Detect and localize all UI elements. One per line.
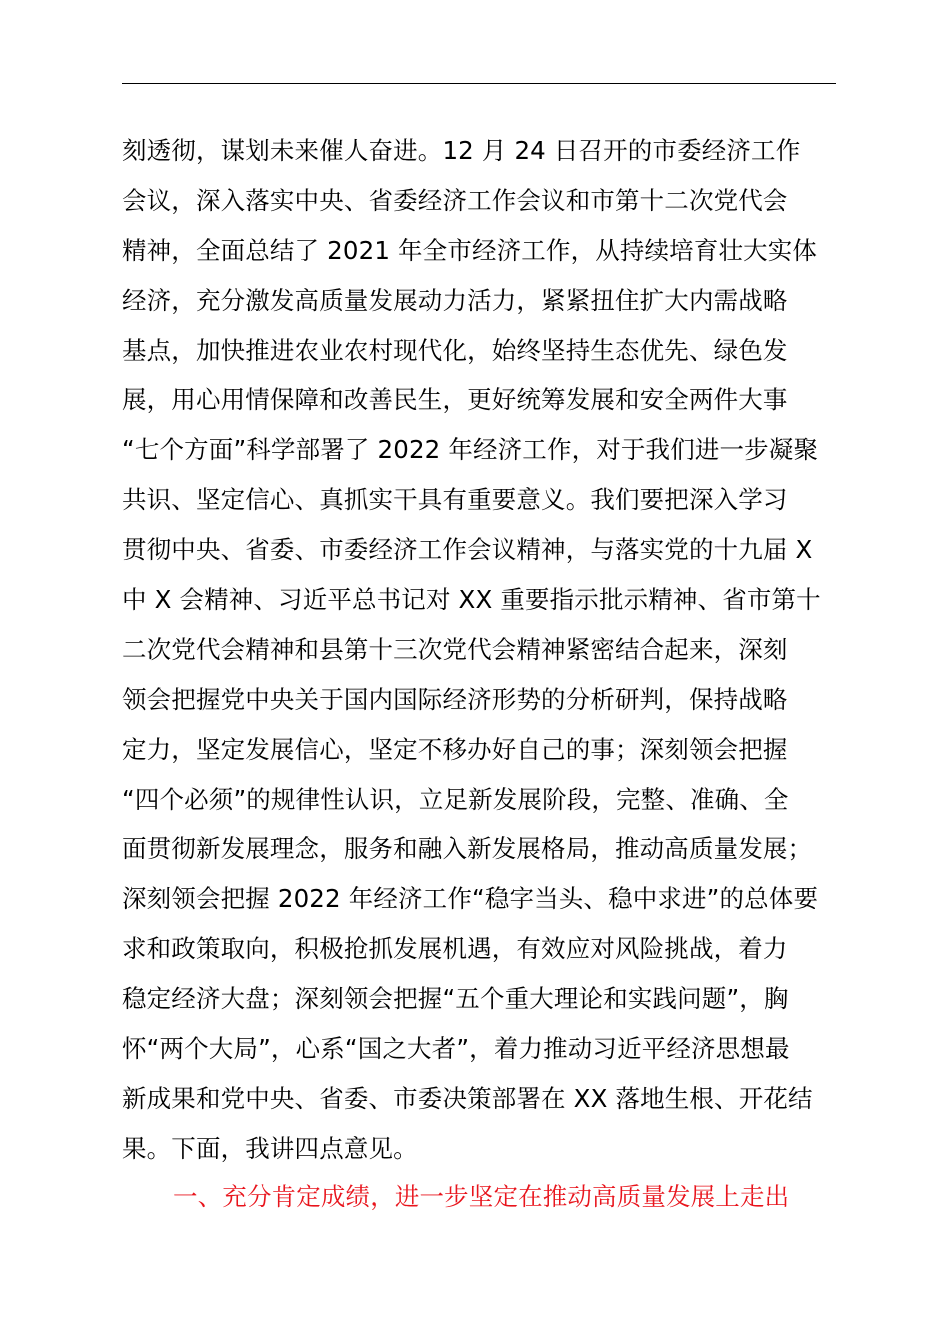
paragraph-line: “四个必须”的规律性认识，立足新发展阶段，完整、准确、全 bbox=[122, 784, 789, 814]
paragraph-line: 领会把握党中央关于国内国际经济形势的分析研判，保持战略 bbox=[122, 684, 788, 714]
paragraph-line: 刻透彻，谋划未来催人奋进。12 月 24 日召开的市委经济工作 bbox=[122, 136, 801, 165]
paragraph-line: 基点，加快推进农业农村现代化，始终坚持生态优先、绿色发 bbox=[122, 335, 788, 365]
paragraph-line: 共识、坚定信心、真抓实干具有重要意义。我们要把深入学习 bbox=[122, 485, 788, 515]
paragraph-line: 中 X 会精神、习近平总书记对 XX 重要指示批示精神、省市第十 bbox=[122, 585, 821, 615]
paragraph-line: 经济，充分激发高质量发展动力活力，紧紧扭住扩大内需战略 bbox=[122, 285, 788, 315]
section-heading: 一、充分肯定成绩，进一步坚定在推动高质量发展上走出 bbox=[173, 1182, 790, 1211]
paragraph-line: 二次党代会精神和县第十三次党代会精神紧密结合起来，深刻 bbox=[122, 634, 788, 664]
paragraph-line: 深刻领会把握 2022 年经济工作“稳字当头、稳中求进”的总体要 bbox=[122, 884, 819, 914]
paragraph-line: 稳定经济大盘；深刻领会把握“五个重大理论和实践问题”，胸 bbox=[122, 984, 789, 1014]
paragraph-line: “七个方面”科学部署了 2022 年经济工作，对于我们进一步凝聚 bbox=[122, 435, 819, 465]
paragraph-line: 定力，坚定发展信心，坚定不移办好自己的事；深刻领会把握 bbox=[122, 734, 788, 764]
paragraph-line: 会议，深入落实中央、省委经济工作会议和市第十二次党代会 bbox=[122, 185, 788, 215]
paragraph-line: 展，用心用情保障和改善民生，更好统筹发展和安全两件大事 bbox=[122, 385, 788, 415]
paragraph-line: 求和政策取向，积极抢抓发展机遇，有效应对风险挑战，着力 bbox=[122, 934, 788, 964]
paragraph-line: 新成果和党中央、省委、市委决策部署在 XX 落地生根、开花结 bbox=[122, 1083, 813, 1113]
paragraph-line: 贯彻中央、省委、市委经济工作会议精神，与落实党的十九届 X bbox=[122, 535, 813, 565]
paragraph-line: 精神，全面总结了 2021 年全市经济工作，从持续培育壮大实体 bbox=[122, 235, 818, 265]
paragraph-line: 怀“两个大局”，心系“国之大者”，着力推动习近平经济思想最 bbox=[122, 1034, 790, 1064]
header-rule bbox=[122, 83, 836, 84]
paragraph-line: 面贯彻新发展理念，服务和融入新发展格局，推动高质量发展； bbox=[122, 834, 813, 864]
body-paragraph bbox=[122, 126, 872, 1174]
paragraph-line: 果。下面，我讲四点意见。 bbox=[122, 1133, 418, 1163]
